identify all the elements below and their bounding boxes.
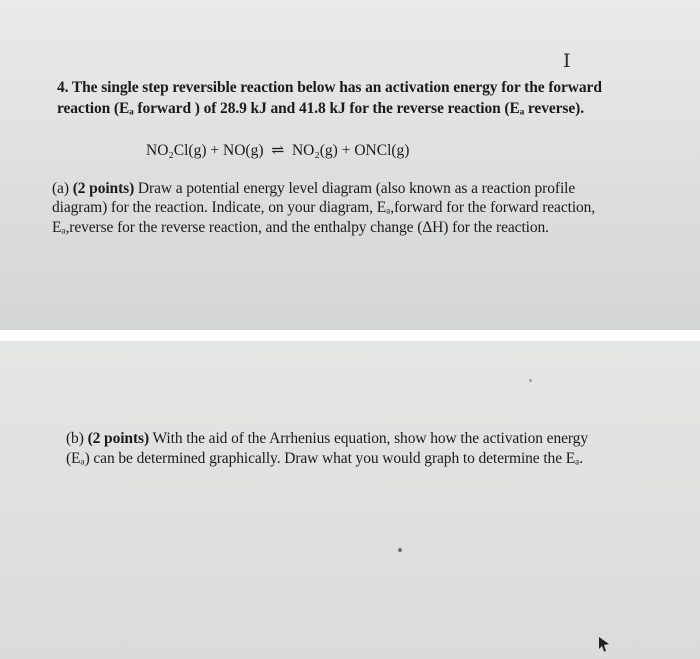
question-intro-line-2: reaction (Eₐ forward ) of 28.9 kJ and 41.8 kJ for the reverse reaction (Eₐ reverse). xyxy=(57,100,584,117)
speck-dot xyxy=(398,548,402,552)
product-oncl: ONCl(g) xyxy=(354,142,410,159)
part-b-text: With the aid of the Arrhenius equation, show how the activation energy xyxy=(152,430,588,447)
reactant-no: NO(g) xyxy=(223,142,264,159)
product-no2: NO₂(g) xyxy=(291,142,338,159)
part-a-points: (2 points) xyxy=(72,180,135,197)
equilibrium-arrow: ⇌ xyxy=(271,142,285,159)
part-a-line-2: diagram) for the reaction. Indicate, on your diagram, Eₐ,forward for the forward reaction, xyxy=(52,199,596,216)
plus-sign: + xyxy=(341,142,351,159)
question-photo-bottom xyxy=(0,341,700,659)
part-b-line-2: (Eₐ) can be determined graphically. Draw what you would graph to determine the Eₐ. xyxy=(66,450,584,467)
mouse-pointer-icon xyxy=(597,636,611,652)
part-a-line-1 xyxy=(52,180,575,198)
part-b-line-1 xyxy=(66,430,588,448)
reactant-no2cl: NO₂Cl(g) xyxy=(146,142,207,159)
part-a-text: Draw a potential energy level diagram (also known as a reaction profile xyxy=(137,180,576,197)
text-cursor-icon: I xyxy=(563,50,571,72)
part-a-label: (a) xyxy=(52,180,69,197)
part-a-line-3: Eₐ,reverse for the reverse reaction, and the enthalpy change (ΔH) for the reaction. xyxy=(52,219,549,236)
part-b-label: (b) xyxy=(66,430,84,447)
question-intro-line-1: 4. The single step reversible reaction below has an activation energy for the forward xyxy=(57,79,602,96)
part-b-points: (2 points) xyxy=(87,430,150,447)
plus-sign: + xyxy=(210,142,220,159)
reaction-equation xyxy=(146,141,409,160)
speck-dot xyxy=(529,379,532,382)
